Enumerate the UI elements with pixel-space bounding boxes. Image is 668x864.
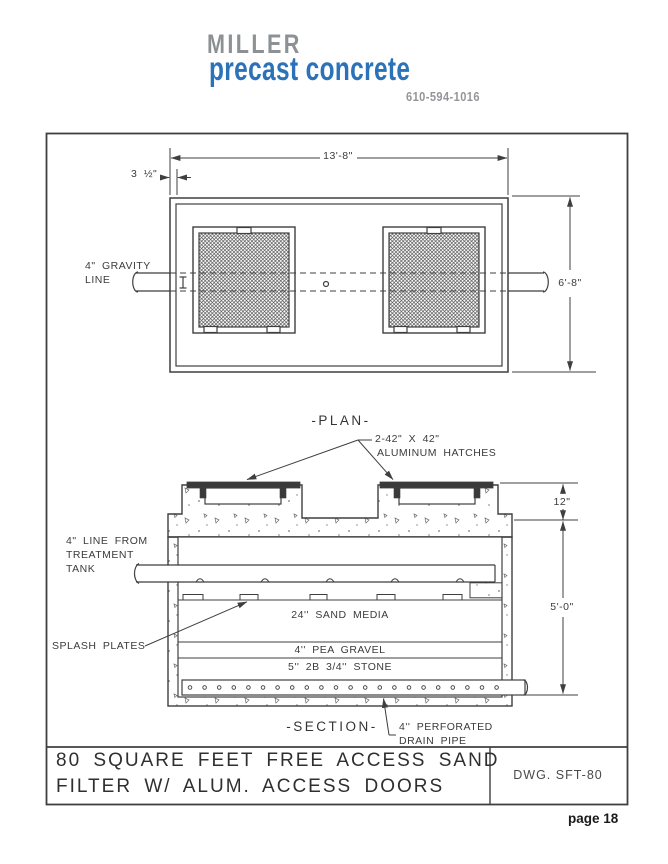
gravity-line-label-2: LINE xyxy=(85,274,111,286)
section-riser-dimension: 12" xyxy=(562,496,585,508)
brand-name-top: MILLER xyxy=(207,29,302,59)
title-block-line-2: FILTER W/ ALUM. ACCESS DOORS xyxy=(56,776,445,797)
stone-label: 5'' 2B 3/4'' STONE xyxy=(287,661,393,673)
page-number: page 18 xyxy=(568,811,619,826)
gravity-line-label-1: 4" GRAVITY xyxy=(85,260,151,272)
drain-pipe-label-2: DRAIN PIPE xyxy=(399,735,467,747)
drawing-number: DWG. SFT-80 xyxy=(513,768,603,782)
brand-phone: 610-594-1016 xyxy=(406,89,480,104)
splash-plates-label: SPLASH PLATES xyxy=(52,640,146,652)
plan-hatch-right xyxy=(383,227,485,333)
section-view-title: -SECTION- xyxy=(286,719,378,734)
drain-pipe xyxy=(182,680,528,695)
title-block-line-1: 80 SQUARE FEET FREE ACCESS SAND xyxy=(56,750,500,771)
plan-gravity-pipe xyxy=(133,272,549,292)
hatch-callout-leaders xyxy=(247,440,393,480)
drain-pipe-label-1: 4'' PERFORATED xyxy=(399,721,493,733)
pea-gravel-label: 4'' PEA GRAVEL xyxy=(294,644,386,656)
sand-media-label: 24'' SAND MEDIA xyxy=(291,609,389,621)
inlet-label-2: TREATMENT xyxy=(66,549,134,561)
inlet-label-3: TANK xyxy=(66,563,96,575)
plan-width-dimension: 13'-8" xyxy=(338,150,374,162)
inlet-label-1: 4" LINE FROM xyxy=(66,535,148,547)
brand-name-main: precast concrete xyxy=(209,50,411,87)
hatch-callout-line-2: ALUMINUM HATCHES xyxy=(377,447,497,459)
plan-hatch-left xyxy=(193,227,295,333)
plan-wall-dimension: 3 ½" xyxy=(131,168,158,180)
section-height-dimension: 5'-0" xyxy=(562,601,591,613)
hatch-callout-line-1: 2-42" X 42" xyxy=(375,433,440,445)
plan-view xyxy=(133,148,596,372)
plan-view-title: -PLAN- xyxy=(311,413,371,428)
plan-depth-dimension: 6'-8" xyxy=(570,277,599,289)
